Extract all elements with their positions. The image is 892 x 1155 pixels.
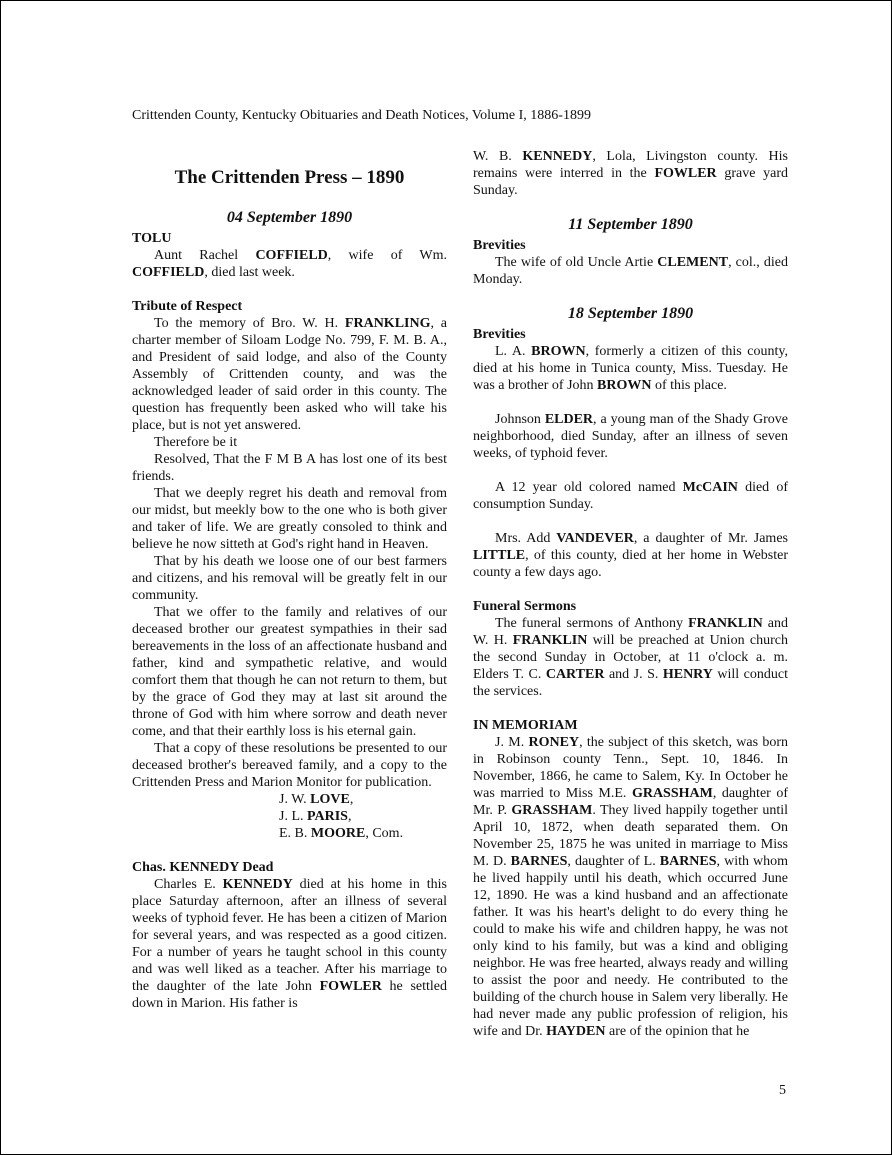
tolu-paragraph: Aunt Rachel COFFIELD, wife of Wm. COFFIELD, died last week. — [132, 248, 448, 280]
date-heading: 18 September 1890 — [567, 305, 694, 322]
right-column — [473, 148, 788, 1040]
kennedy-paragraph: Charles E. KENNEDY died at his home in this place Saturday afternoon, after an illness of several weeks of typhoid fever. He has been a citizen of Marion for several years, and was respected as a good citizen. For a number of years he taught school in this county and was well liked as a teacher. After his marriage to the daughter of the late John FOWLER he settled down in Marion. His father is — [132, 877, 447, 1011]
section-heading-kennedy: Chas. KENNEDY Dead — [132, 860, 274, 875]
tribute-paragraph-2: Therefore be it — [154, 435, 238, 450]
section-heading-tolu: TOLU — [132, 231, 172, 246]
tribute-paragraph-7: That a copy of these resolutions be presented to our deceased brother's bereaved family, and a copy to the Crittenden Press and Marion Monitor for publication. — [132, 741, 447, 790]
section-heading-brevities: Brevities — [473, 238, 526, 253]
date-heading: 11 September 1890 — [568, 216, 693, 233]
brevities-paragraph: Mrs. Add VANDEVER, a daughter of Mr. James LITTLE, of this county, died at her home in Webster county a few days ago. — [473, 531, 788, 580]
tribute-paragraph-6: That we offer to the family and relatives of our deceased brother our greatest sympathies in their sad bereavements in the loss of an affectionate husband and father, kind and sympathetic relative, and would comfort them that though he can not return to them, but by the grace of God they may at last sit around the throne of God with him where sorrow and death never come, and that their earthly loss is his eternal gain. — [132, 605, 447, 739]
left-column — [132, 148, 447, 1012]
section-heading-tribute: Tribute of Respect — [132, 299, 243, 314]
tribute-paragraph-1: To the memory of Bro. W. H. FRANKLING, a charter member of Siloam Lodge No. 799, F. M. B. A., and President of said lodge, and also of the County Assembly of Crittenden county, and was the acknowledged leader of said order in this county. The question has frequently been asked who will take his place, but is not yet answered. — [132, 316, 448, 433]
signature-line: E. B. MOORE, Com. — [279, 826, 404, 841]
brevities-paragraph: L. A. BROWN, formerly a citizen of this county, died at his home in Tunica county, Miss. Tuesday. He was a brother of John BROWN of this place. — [473, 344, 788, 393]
date-heading: 04 September 1890 — [226, 209, 353, 226]
kennedy-continuation: W. B. KENNEDY, Lola, Livingston county. His remains were interred in the FOWLER grave yard Sunday. — [473, 149, 788, 198]
brevities-paragraph: Johnson ELDER, a young man of the Shady Grove neighborhood, died Sunday, after an illness of seven weeks, of typhoid fever. — [473, 412, 788, 461]
tribute-paragraph-5: That by his death we loose one of our best farmers and citizens, and his removal will be greatly felt in our community. — [132, 554, 447, 603]
section-heading-memoriam: IN MEMORIAM — [473, 718, 578, 733]
publication-title: The Crittenden Press – 1890 — [174, 167, 405, 188]
signature-line: J. L. PARIS, — [279, 809, 352, 824]
section-heading-funeral: Funeral Sermons — [473, 599, 577, 614]
running-header: Crittenden County, Kentucky Obituaries and Death Notices, Volume I, 1886-1899 — [132, 108, 591, 123]
brevities-paragraph: The wife of old Uncle Artie CLEMENT, col., died Monday. — [473, 255, 788, 287]
signature-line: J. W. LOVE, — [279, 792, 354, 807]
memoriam-paragraph: J. M. RONEY, the subject of this sketch, was born in Robinson county Tenn., Sept. 10, 1846. In November, 1866, he came to Salem, Ky. In October he was married to Miss M.E. GRASSHAM, daughter of Mr. P. GRASSHAM. They lived happily together until April 10, 1872, when death separated them. On November 25, 1875 he was united in marriage to Miss M. D. BARNES, daughter of L. BARNES, with whom he lived happily until his death, which occurred June 12, 1890. He was a kind husband and an affectionate father. It was his heart's delight to do every thing he could to make his wife and children happy, he was not only kind to his family, but was a kind and obliging neighbor. He was free hearted, always ready and willing to assist the poor and needy. He contributed to the building of the church house in Salem very liberally. He had never made any public profession of religion, his wife and Dr. HAYDEN are of the opinion that he — [473, 735, 788, 1039]
section-heading-brevities: Brevities — [473, 327, 526, 342]
funeral-paragraph: The funeral sermons of Anthony FRANKLIN and W. H. FRANKLIN will be preached at Union church the second Sunday in October, at 11 o'clock a. m. Elders T. C. CARTER and J. S. HENRY will conduct the services. — [473, 616, 788, 699]
tribute-paragraph-4: That we deeply regret his death and removal from our midst, but meekly bow to the one who is both giver and taker of life. We are greatly consoled to think and believe he now sitteth at God's right hand in Heaven. — [132, 486, 447, 552]
tribute-paragraph-3: Resolved, That the F M B A has lost one of its best friends. — [132, 452, 447, 484]
brevities-paragraph: A 12 year old colored named McCAIN died of consumption Sunday. — [473, 480, 789, 512]
page-number: 5 — [779, 1083, 786, 1098]
